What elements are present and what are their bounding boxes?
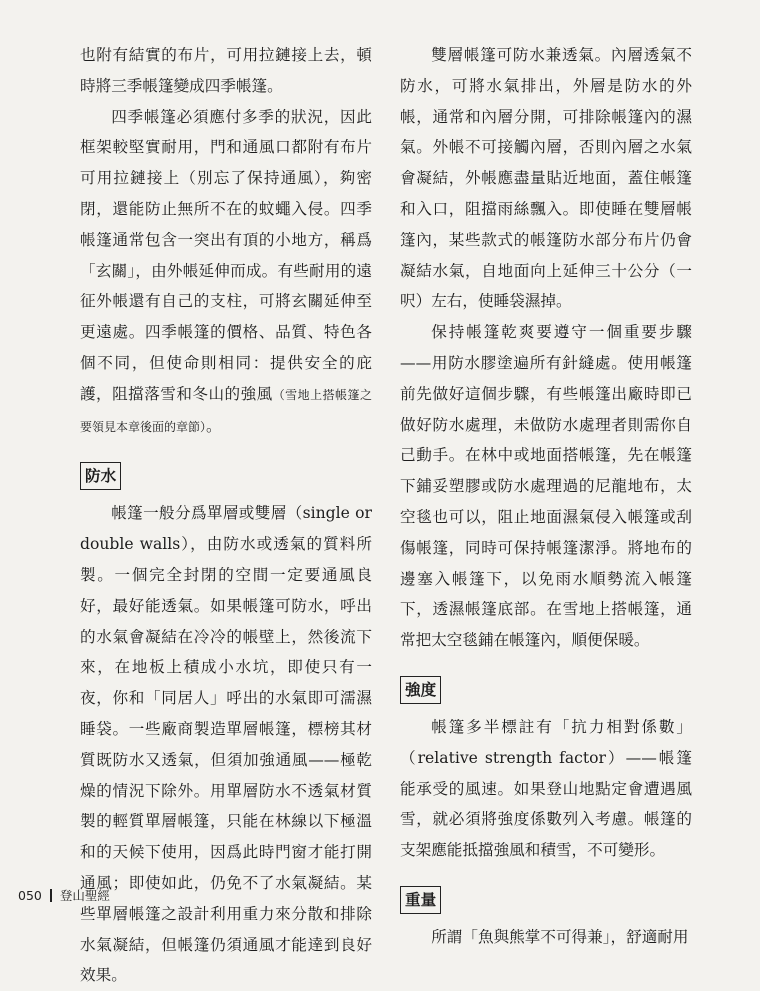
paragraph: 雙層帳篷可防水兼透氣。內層透氣不防水，可將水氣排出，外層是防水的外帳，通常和內層分開，可排除帳篷內的濕氣。外帳不可接觸內層，否則內層之水氣會凝結，外帳應盡量貼近地面，蓋住帳篷和入口，阻擋雨絲飄入。即使睡在雙層帳篷內，某些款式的帳篷防水部分布片仍會凝結水氣，自地面向上延伸三十公分（一呎）左右，使睡袋濕掉。: [400, 46, 692, 311]
cross-reference-note: （雪地上搭帳篷之要領見本章後面的章節）: [80, 387, 372, 434]
paragraph: 保持帳篷乾爽要遵守一個重要步驟——用防水膠塗遍所有針縫處。使用帳篷前先做好這個步驟，有些帳篷出廠時即已做好防水處理，未做防水處理者則需你自己動手。在林中或地面搭帳篷，先在帳篷下鋪妥塑膠或防水處理過的尼龍地布，太空毯也可以，阻止地面濕氣侵入帳篷或刮傷帳篷，同時可保持帳篷潔淨。將地布的邊塞入帳篷下，以免雨水順勢流入帳篷下，透濕帳篷底部。在雪地上搭帳篷，通常把太空毯鋪在帳篷內，順便保暖。: [400, 323, 692, 650]
book-title: 登山聖經: [59, 888, 110, 903]
section-heading-strength: 強度: [400, 676, 441, 704]
paragraph: 所謂「魚與熊掌不可得兼」，舒適耐用: [431, 927, 689, 946]
page-footer: [18, 886, 110, 904]
footer-divider: [50, 889, 52, 902]
paragraph: [80, 102, 372, 443]
paragraph: 帳篷一般分爲單層或雙層（single or double walls），由防水或透氣的質料所製。一個完全封閉的空間一定要通風良好，最好能透氣。如果帳篷可防水，呼出的水氣會凝結在冷冷的帳壁上，然後流下來，在地板上積成小水坑，即使只有一夜，你和「同居人」呼出的水氣即可濡濕睡袋。一些廠商製造單層帳篷，標榜其材質既防水又透氣，但須加強通風——極乾燥的情況下除外。用單層防水不透氣材質製的輕質單層帳篷，只能在林線以下極溫和的天候下使用，因爲此時門窗才能打開通風；即使如此，仍免不了水氣凝結。某些單層帳篷之設計利用重力來分散和排除水氣凝結，但帳篷仍須通風才能達到良好效果。: [80, 504, 372, 985]
section-heading-waterproof: 防水: [80, 462, 121, 490]
right-column: [400, 40, 692, 953]
left-column: [80, 40, 372, 991]
paragraph-end: 。: [206, 416, 222, 435]
paragraph: 帳篷多半標註有「抗力相對係數」（relative strength factor）——帳篷能承受的風速。如果登山地點定會遭遇風雪，就必須將強度係數列入考慮。帳篷的支架應能抵擋強風和積雪，不可變形。: [400, 717, 692, 860]
paragraph: 也附有結實的布片，可用拉鏈接上去，頓時將三季帳篷變成四季帳篷。: [80, 46, 372, 95]
page-number: 050: [18, 887, 42, 903]
paragraph-text: 四季帳篷必須應付多季的狀況，因此框架較堅實耐用，門和通風口都附有布片可用拉鏈接上（別忘了保持通風），夠密閉，還能防止無所不在的蚊蠅入侵。四季帳篷通常包含一突出有頂的小地方，稱爲「玄關」，由外帳延伸而成。有些耐用的遠征外帳還有自己的支柱，可將玄關延伸至更遠處。四季帳篷的價格、品質、特色各個不同，但使命則相同：提供安全的庇護，阻擋落雪和冬山的強風: [80, 107, 372, 403]
section-heading-weight: 重量: [400, 886, 441, 914]
